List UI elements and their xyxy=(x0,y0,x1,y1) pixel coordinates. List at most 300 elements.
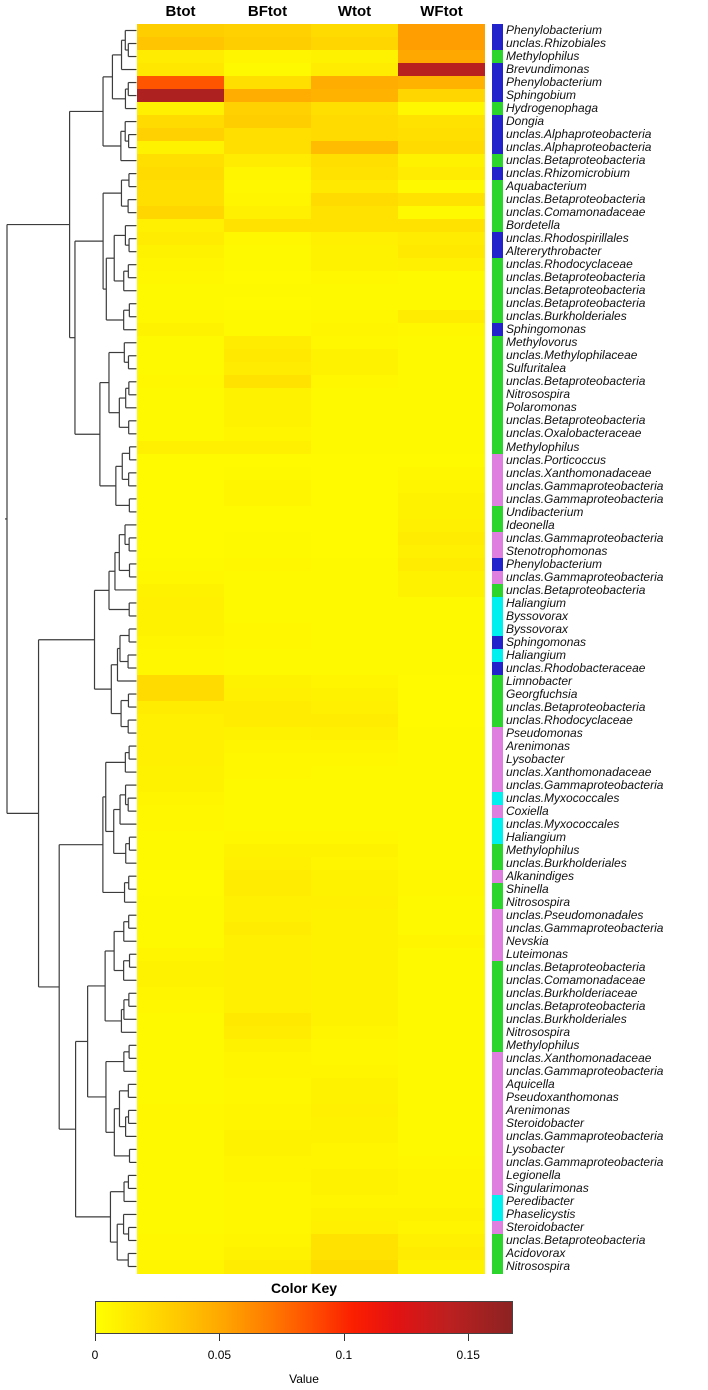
heatmap-row xyxy=(137,1117,485,1130)
heatmap-cell xyxy=(398,467,485,480)
row-group-color xyxy=(492,180,503,193)
heatmap-cell xyxy=(137,857,224,870)
heatmap-row xyxy=(137,584,485,597)
heatmap-cell xyxy=(137,896,224,909)
heatmap-cell xyxy=(398,818,485,831)
heatmap-row xyxy=(137,1221,485,1234)
heatmap-cell xyxy=(224,727,311,740)
heatmap-cell xyxy=(224,1195,311,1208)
row-group-color xyxy=(492,532,503,545)
heatmap-cell xyxy=(224,427,311,440)
heatmap-cell xyxy=(137,141,224,154)
heatmap-row xyxy=(137,545,485,558)
row-label: Singularimonas xyxy=(506,1181,589,1196)
row-group-color xyxy=(492,115,503,128)
row-label: unclas.Gammaproteobacteria xyxy=(506,569,664,584)
row-label: unclas.Alphaproteobacteria xyxy=(506,127,652,142)
heatmap-cell xyxy=(398,336,485,349)
heatmap-cell xyxy=(224,623,311,636)
heatmap-cell xyxy=(224,662,311,675)
heatmap-row xyxy=(137,506,485,519)
heatmap-row xyxy=(137,740,485,753)
row-label: Alkanindiges xyxy=(506,869,575,884)
heatmap-row xyxy=(137,831,485,844)
row-label: Luteimonas xyxy=(506,947,569,962)
heatmap-cell xyxy=(311,935,398,948)
heatmap-cell xyxy=(311,115,398,128)
heatmap-cell xyxy=(311,1117,398,1130)
row-label: Coxiella xyxy=(506,803,549,818)
heatmap-cell xyxy=(224,1065,311,1078)
heatmap-row xyxy=(137,896,485,909)
row-label: unclas.Xanthomonadaceae xyxy=(506,1051,652,1066)
heatmap-cell xyxy=(137,1143,224,1156)
row-label: unclas.Betaproteobacteria xyxy=(506,1233,646,1248)
row-group-color xyxy=(492,310,503,323)
heatmap-cell xyxy=(311,701,398,714)
heatmap-cell xyxy=(137,1078,224,1091)
heatmap-cell xyxy=(398,1195,485,1208)
heatmap-cell xyxy=(398,987,485,1000)
heatmap-cell xyxy=(311,323,398,336)
row-label: Dongia xyxy=(506,114,545,129)
heatmap-cell xyxy=(311,688,398,701)
heatmap-cell xyxy=(137,909,224,922)
heatmap-cell xyxy=(398,558,485,571)
heatmap-cell xyxy=(137,506,224,519)
row-group-color xyxy=(492,623,503,636)
row-label: Lysobacter xyxy=(506,751,565,766)
heatmap-cell xyxy=(311,961,398,974)
heatmap-cell xyxy=(398,623,485,636)
row-group-color xyxy=(492,1156,503,1169)
heatmap-cell xyxy=(137,558,224,571)
row-group-color xyxy=(492,245,503,258)
heatmap-row xyxy=(137,1091,485,1104)
row-group-color xyxy=(492,610,503,623)
heatmap-row xyxy=(137,623,485,636)
row-group-color xyxy=(492,714,503,727)
heatmap-cell xyxy=(311,818,398,831)
heatmap-cell xyxy=(137,922,224,935)
heatmap-cell xyxy=(224,1260,311,1273)
row-group-color xyxy=(492,1065,503,1078)
heatmap-cell xyxy=(311,597,398,610)
heatmap-cell xyxy=(137,571,224,584)
heatmap-cell xyxy=(137,401,224,414)
row-label: Arenimonas xyxy=(506,1103,571,1118)
row-label: unclas.Rhizomicrobium xyxy=(506,166,631,181)
row-label: unclas.Betaproteobacteria xyxy=(506,296,646,311)
heatmap-cell xyxy=(224,206,311,219)
heatmap-cell xyxy=(137,532,224,545)
heatmap-cell xyxy=(137,1091,224,1104)
heatmap-cell xyxy=(224,597,311,610)
row-group-color xyxy=(492,870,503,883)
heatmap-cell xyxy=(398,1026,485,1039)
row-label: Methylophilus xyxy=(506,49,580,64)
heatmap-cell xyxy=(224,128,311,141)
heatmap-cell xyxy=(224,519,311,532)
heatmap-cell xyxy=(398,649,485,662)
row-label: unclas.Betaproteobacteria xyxy=(506,270,646,285)
heatmap-row xyxy=(137,1143,485,1156)
heatmap-cell xyxy=(398,1130,485,1143)
heatmap-row xyxy=(137,753,485,766)
column-header-WFtot: WFtot xyxy=(420,3,463,20)
row-group-color xyxy=(492,219,503,232)
row-group-color xyxy=(492,1117,503,1130)
row-label: Limnobacter xyxy=(506,673,573,688)
heatmap-cell xyxy=(398,831,485,844)
heatmap-row xyxy=(137,1052,485,1065)
heatmap-cell xyxy=(311,610,398,623)
heatmap-cell xyxy=(311,545,398,558)
heatmap-cell xyxy=(137,1156,224,1169)
heatmap-cell xyxy=(398,1156,485,1169)
row-group-color xyxy=(492,323,503,336)
row-group-color xyxy=(492,297,503,310)
heatmap-row xyxy=(137,818,485,831)
heatmap-cell xyxy=(224,50,311,63)
heatmap-row xyxy=(137,1247,485,1260)
heatmap-cell xyxy=(311,414,398,427)
heatmap-cell xyxy=(311,948,398,961)
heatmap-cell xyxy=(137,24,224,37)
heatmap-cell xyxy=(311,480,398,493)
heatmap-cell xyxy=(398,532,485,545)
heatmap-cell xyxy=(137,688,224,701)
heatmap-cell xyxy=(137,362,224,375)
heatmap-cell xyxy=(398,922,485,935)
heatmap-cell xyxy=(137,519,224,532)
row-group-color xyxy=(492,1221,503,1234)
heatmap-cell xyxy=(311,727,398,740)
row-label: Acidovorax xyxy=(506,1246,566,1261)
heatmap-cell xyxy=(137,388,224,401)
heatmap-cell xyxy=(224,1169,311,1182)
row-label: Stenotrophomonas xyxy=(506,543,608,558)
heatmap-cell xyxy=(137,987,224,1000)
heatmap-cell xyxy=(224,1156,311,1169)
heatmap-cell xyxy=(224,896,311,909)
heatmap-cell xyxy=(398,844,485,857)
heatmap-cell xyxy=(398,870,485,883)
row-group-color xyxy=(492,128,503,141)
heatmap-cell xyxy=(311,883,398,896)
row-group-color xyxy=(492,232,503,245)
heatmap-cell xyxy=(137,883,224,896)
heatmap-row xyxy=(137,532,485,545)
heatmap-cell xyxy=(398,454,485,467)
heatmap-row xyxy=(137,284,485,297)
heatmap-cell xyxy=(224,818,311,831)
row-group-color xyxy=(492,1000,503,1013)
heatmap-cell xyxy=(398,766,485,779)
heatmap-cell xyxy=(224,883,311,896)
row-label: Phaselicystis xyxy=(506,1207,576,1222)
row-group-color xyxy=(492,76,503,89)
heatmap-row xyxy=(137,1039,485,1052)
heatmap-cell xyxy=(311,89,398,102)
heatmap-cell xyxy=(224,1117,311,1130)
heatmap-cell xyxy=(311,297,398,310)
heatmap-row xyxy=(137,310,485,323)
heatmap-cell xyxy=(311,792,398,805)
heatmap-row xyxy=(137,662,485,675)
heatmap-cell xyxy=(311,206,398,219)
row-group-color xyxy=(492,1260,503,1273)
row-label: unclas.Rhodobacteraceae xyxy=(506,660,646,675)
heatmap-cell xyxy=(398,753,485,766)
heatmap-cell xyxy=(311,284,398,297)
heatmap-cell xyxy=(224,610,311,623)
heatmap-cell xyxy=(311,401,398,414)
row-label: Methylophilus xyxy=(506,842,580,857)
heatmap-cell xyxy=(137,1013,224,1026)
heatmap-cell xyxy=(398,727,485,740)
row-group-color xyxy=(492,1143,503,1156)
heatmap-cell xyxy=(398,948,485,961)
heatmap-cell xyxy=(224,1221,311,1234)
heatmap-row xyxy=(137,922,485,935)
color-key-tick xyxy=(219,1334,220,1341)
heatmap-row xyxy=(137,180,485,193)
row-group-color xyxy=(492,206,503,219)
row-group-color xyxy=(492,454,503,467)
row-group-color xyxy=(492,154,503,167)
heatmap-row xyxy=(137,558,485,571)
heatmap-cell xyxy=(311,193,398,206)
heatmap-cell xyxy=(398,24,485,37)
heatmap-cell xyxy=(224,779,311,792)
heatmap-cell xyxy=(224,584,311,597)
heatmap-cell xyxy=(137,427,224,440)
heatmap-cell xyxy=(398,896,485,909)
row-group-color xyxy=(492,636,503,649)
heatmap-cell xyxy=(311,1000,398,1013)
heatmap-cell xyxy=(398,1000,485,1013)
heatmap-cell xyxy=(311,336,398,349)
row-label: unclas.Betaproteobacteria xyxy=(506,374,646,389)
row-label: unclas.Gammaproteobacteria xyxy=(506,777,664,792)
heatmap-cell xyxy=(137,1260,224,1273)
row-group-color xyxy=(492,831,503,844)
row-group-color xyxy=(492,883,503,896)
heatmap-row xyxy=(137,1078,485,1091)
heatmap-cell xyxy=(224,284,311,297)
heatmap-cell xyxy=(311,532,398,545)
heatmap-cell xyxy=(311,310,398,323)
row-group-color xyxy=(492,1195,503,1208)
heatmap-cell xyxy=(311,1156,398,1169)
heatmap-cell xyxy=(311,128,398,141)
heatmap-cell xyxy=(137,649,224,662)
heatmap-row xyxy=(137,974,485,987)
row-group-color xyxy=(492,193,503,206)
row-label: unclas.Gammaproteobacteria xyxy=(506,1129,664,1144)
heatmap-cell xyxy=(224,180,311,193)
heatmap-cell xyxy=(137,454,224,467)
heatmap-cell xyxy=(398,180,485,193)
heatmap-cell xyxy=(311,441,398,454)
row-label: Altererythrobacter xyxy=(506,244,602,259)
row-group-color xyxy=(492,375,503,388)
heatmap-row xyxy=(137,636,485,649)
heatmap-cell xyxy=(137,701,224,714)
row-label: unclas.Gammaproteobacteria xyxy=(506,478,664,493)
heatmap-cell xyxy=(311,232,398,245)
row-label: Methylovorus xyxy=(506,335,578,350)
column-header-Wtot: Wtot xyxy=(337,3,372,20)
heatmap-cell xyxy=(137,297,224,310)
color-key-tick xyxy=(468,1334,469,1341)
heatmap-cell xyxy=(398,805,485,818)
row-group-color xyxy=(492,1104,503,1117)
row-group-colorbar xyxy=(492,24,503,1273)
row-label: Pseudomonas xyxy=(506,725,583,740)
heatmap-cell xyxy=(137,310,224,323)
row-label: Steroidobacter xyxy=(506,1116,585,1131)
heatmap-cell xyxy=(137,961,224,974)
row-group-color xyxy=(492,727,503,740)
row-group-color xyxy=(492,935,503,948)
heatmap-cell xyxy=(398,545,485,558)
heatmap-cell xyxy=(398,688,485,701)
row-group-color xyxy=(492,1234,503,1247)
heatmap-row xyxy=(137,597,485,610)
row-group-color xyxy=(492,779,503,792)
heatmap-cell xyxy=(398,323,485,336)
heatmap-cell xyxy=(398,1182,485,1195)
heatmap-cell xyxy=(311,909,398,922)
heatmap-cell xyxy=(311,1013,398,1026)
row-label: Georgfuchsia xyxy=(506,686,578,701)
row-group-color xyxy=(492,1182,503,1195)
heatmap-cell xyxy=(311,896,398,909)
heatmap-cell xyxy=(224,740,311,753)
row-label: Haliangium xyxy=(506,595,567,610)
heatmap-cell xyxy=(398,427,485,440)
heatmap-row xyxy=(137,857,485,870)
heatmap-cell xyxy=(398,1117,485,1130)
row-group-color xyxy=(492,37,503,50)
heatmap-cell xyxy=(311,753,398,766)
heatmap-row xyxy=(137,297,485,310)
heatmap-cell xyxy=(398,584,485,597)
heatmap-cell xyxy=(398,206,485,219)
heatmap-cell xyxy=(137,193,224,206)
heatmap-cell xyxy=(137,467,224,480)
heatmap-cell xyxy=(398,388,485,401)
heatmap-cell xyxy=(224,1182,311,1195)
heatmap-row xyxy=(137,1208,485,1221)
heatmap-cell xyxy=(137,805,224,818)
row-group-color xyxy=(492,493,503,506)
heatmap-cell xyxy=(224,493,311,506)
heatmap-cell xyxy=(137,792,224,805)
heatmap-cell xyxy=(224,1078,311,1091)
row-group-color xyxy=(492,1247,503,1260)
heatmap-cell xyxy=(311,805,398,818)
heatmap-cell xyxy=(311,922,398,935)
row-group-color xyxy=(492,987,503,1000)
row-label: unclas.Rhizobiales xyxy=(506,36,607,51)
heatmap-cell xyxy=(224,401,311,414)
heatmap-cell xyxy=(224,232,311,245)
heatmap-row xyxy=(137,454,485,467)
heatmap-cell xyxy=(224,1247,311,1260)
heatmap-cell xyxy=(137,115,224,128)
heatmap-cell xyxy=(398,193,485,206)
heatmap-cell xyxy=(311,519,398,532)
row-label: Steroidobacter xyxy=(506,1220,585,1235)
row-group-color xyxy=(492,1208,503,1221)
row-label: Ideonella xyxy=(506,517,555,532)
heatmap-cell xyxy=(398,1260,485,1273)
heatmap-cell xyxy=(137,1182,224,1195)
heatmap-cell xyxy=(137,636,224,649)
heatmap-cell xyxy=(311,219,398,232)
heatmap-row xyxy=(137,1234,485,1247)
color-key-tick xyxy=(344,1334,345,1341)
row-label: Methylophilus xyxy=(506,1038,580,1053)
heatmap-cell xyxy=(311,1247,398,1260)
row-label: Sulfuritalea xyxy=(506,361,567,376)
row-group-color xyxy=(492,480,503,493)
row-label: Phenylobacterium xyxy=(506,23,603,37)
row-group-color xyxy=(492,805,503,818)
heatmap-cell xyxy=(398,115,485,128)
heatmap-cell xyxy=(311,102,398,115)
heatmap-cell xyxy=(398,76,485,89)
row-label: unclas.Burkholderiaceae xyxy=(506,986,638,1001)
row-label: unclas.Burkholderiales xyxy=(506,1012,627,1027)
heatmap-cell xyxy=(398,141,485,154)
row-label: unclas.Xanthomonadaceae xyxy=(506,764,652,779)
row-group-color xyxy=(492,1039,503,1052)
row-label: unclas.Betaproteobacteria xyxy=(506,283,646,298)
row-label: Brevundimonas xyxy=(506,62,590,77)
row-label: unclas.Alphaproteobacteria xyxy=(506,140,652,155)
heatmap-row xyxy=(137,193,485,206)
heatmap-cell xyxy=(137,245,224,258)
row-label: unclas.Betaproteobacteria xyxy=(506,582,646,597)
row-label: Haliangium xyxy=(506,829,567,844)
row-group-color xyxy=(492,271,503,284)
heatmap-cell xyxy=(137,974,224,987)
heatmap-row xyxy=(137,701,485,714)
heatmap-cell xyxy=(398,102,485,115)
row-label: unclas.Oxalobacteraceae xyxy=(506,426,642,441)
heatmap-cell xyxy=(137,76,224,89)
heatmap-cell xyxy=(398,1143,485,1156)
heatmap-cell xyxy=(311,63,398,76)
heatmap-cell xyxy=(311,714,398,727)
heatmap-cell xyxy=(224,102,311,115)
heatmap-row xyxy=(137,401,485,414)
heatmap-row xyxy=(137,1026,485,1039)
heatmap-cell xyxy=(311,1052,398,1065)
heatmap-cell xyxy=(224,480,311,493)
heatmap-cell xyxy=(224,89,311,102)
heatmap-row xyxy=(137,649,485,662)
heatmap-cell xyxy=(311,388,398,401)
heatmap-cell xyxy=(398,961,485,974)
heatmap-cell xyxy=(137,1026,224,1039)
heatmap-cell xyxy=(398,271,485,284)
heatmap-row xyxy=(137,375,485,388)
